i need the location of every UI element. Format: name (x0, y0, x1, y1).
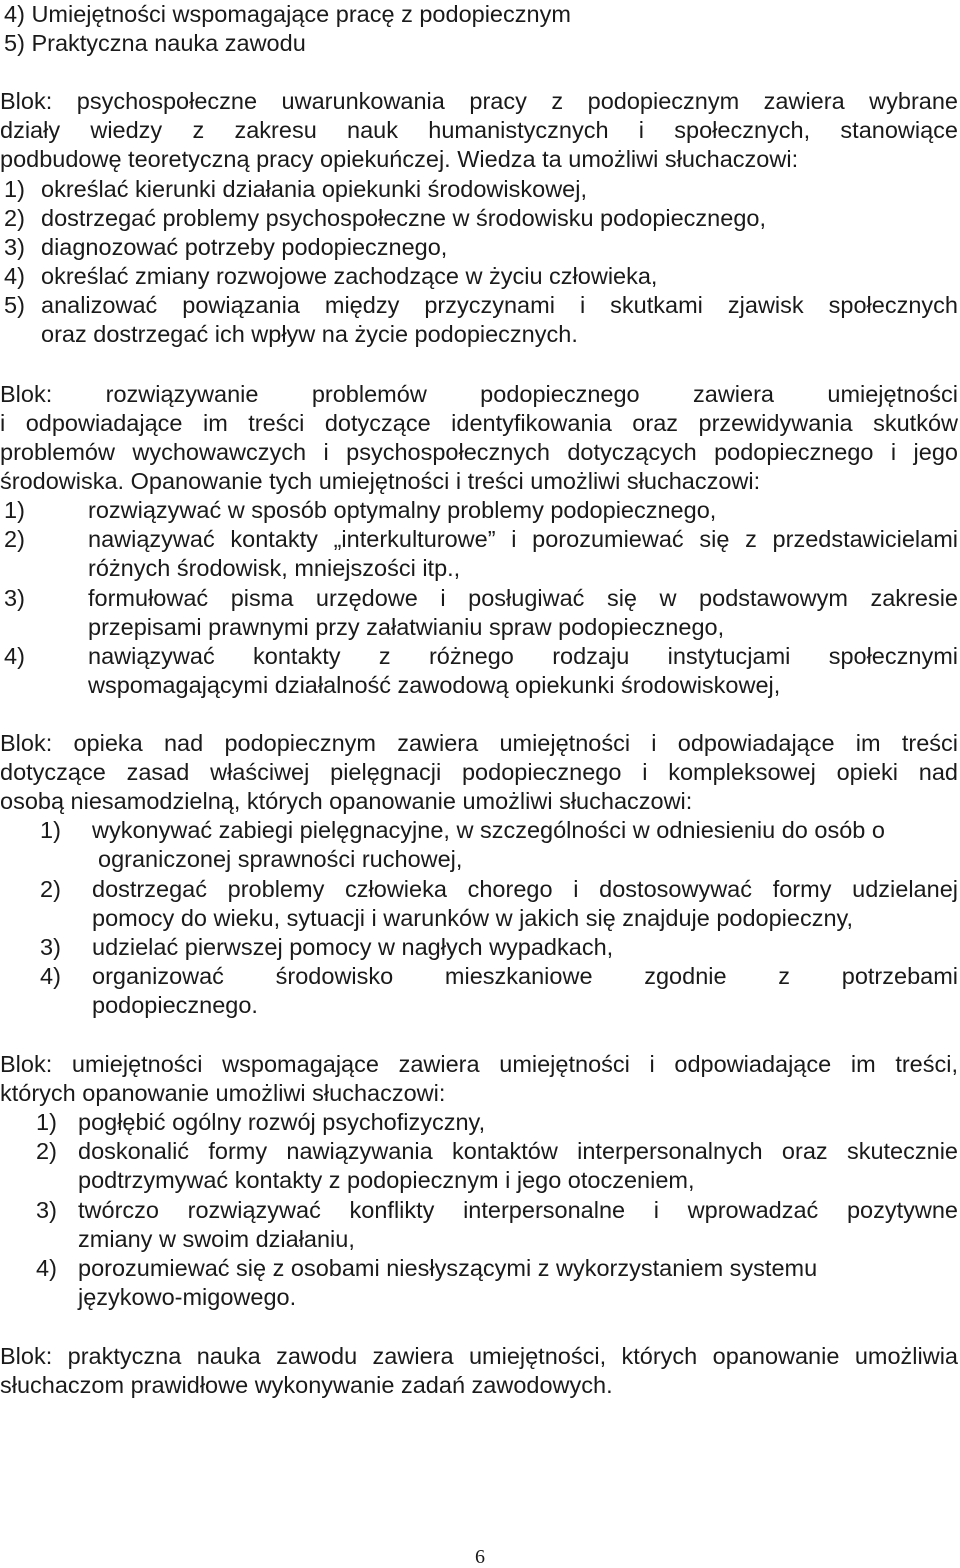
list-item: określać kierunki działania opiekunki środowiskowej, (41, 176, 587, 202)
page-number: 6 (475, 1546, 485, 1568)
list-item: twórczo rozwiązywać konflikty interpersonalne i wprowadzać pozytywne (78, 1197, 958, 1223)
list-item: nawiązywać kontakty z różnego rodzaju instytucjami społecznymi (88, 643, 958, 669)
block3-intro-line: osobą niesamodzielną, których opanowanie umożliwi słuchaczowi: (0, 788, 693, 814)
list-item-continuation: wspomagającymi działalność zawodową opiekunki środowiskowej, (88, 672, 781, 698)
list-item-continuation: przepisami prawnymi przy załatwianiu spraw podopiecznego, (88, 614, 725, 640)
list-item-continuation: różnych środowisk, mniejszości itp., (88, 555, 461, 581)
block3-intro-line: dotyczące zasad właściwej pielęgnacji podopiecznego i kompleksowej opieki nad (0, 759, 958, 785)
list-item-continuation: oraz dostrzegać ich wpływ na życie podopiecznych. (41, 321, 578, 347)
list-item-continuation: zmiany w swoim działaniu, (78, 1226, 355, 1252)
list-num: 4) (40, 963, 61, 989)
list-num: 2) (36, 1138, 57, 1164)
list-item: formułować pisma urzędowe i posługiwać się w podstawowym zakresie (88, 585, 958, 611)
list-item: rozwiązywać w sposób optymalny problemy podopiecznego, (88, 497, 717, 523)
list-num: 1) (4, 497, 25, 523)
list-item-continuation: ograniczonej sprawności ruchowej, (98, 846, 463, 872)
list-item: doskonalić formy nawiązywania kontaktów interpersonalnych oraz skutecznie (78, 1138, 958, 1164)
block5-intro-line: słuchaczom prawidłowe wykonywanie zadań zawodowych. (0, 1372, 613, 1398)
list-num: 4) (4, 643, 25, 669)
list-item: organizować środowisko mieszkaniowe zgodnie z potrzebami (92, 963, 958, 989)
list-item: diagnozować potrzeby podopiecznego, (41, 234, 448, 260)
block2-intro-line: środowiska. Opanowanie tych umiejętności i treści umożliwi słuchaczowi: (0, 468, 761, 494)
list-num: 3) (40, 934, 61, 960)
list-item: udzielać pierwszej pomocy w nagłych wypadkach, (92, 934, 614, 960)
block1-intro-line: podbudowę teoretyczną pracy opiekuńczej. Wiedza ta umożliwi słuchaczowi: (0, 146, 799, 172)
block1-intro-line: Blok: psychospołeczne uwarunkowania pracy z podopiecznym zawiera wybrane (0, 88, 958, 114)
block2-intro-line: Blok: rozwiązywanie problemów podopiecznego zawiera umiejętności (0, 381, 958, 407)
block3-intro-line: Blok: opieka nad podopiecznym zawiera umiejętności i odpowiadające im treści (0, 730, 958, 756)
list-item: 4) Umiejętności wspomagające pracę z podopiecznym (4, 1, 571, 27)
list-item: dostrzegać problemy człowieka chorego i dostosowywać formy udzielanej (92, 876, 958, 902)
list-num: 2) (40, 876, 61, 902)
list-item: dostrzegać problemy psychospołeczne w środowisku podopiecznego, (41, 205, 766, 231)
list-num: 3) (4, 585, 25, 611)
list-num: 4) (36, 1255, 57, 1281)
list-item-continuation: językowo-migowego. (78, 1284, 297, 1310)
list-item: 5) Praktyczna nauka zawodu (4, 30, 306, 56)
list-item: porozumiewać się z osobami niesłyszącymi z wykorzystaniem systemu (78, 1255, 818, 1281)
list-num: 2) (4, 205, 25, 231)
list-item-continuation: pomocy do wieku, sytuacji i warunków w jakich się znajduje podopieczny, (92, 905, 854, 931)
list-num: 3) (36, 1197, 57, 1223)
list-num: 1) (40, 817, 61, 843)
list-num: 1) (4, 176, 25, 202)
list-item: analizować powiązania między przyczynami i skutkami zjawisk społecznych (41, 292, 958, 318)
list-item: wykonywać zabiegi pielęgnacyjne, w szczególności w odniesieniu do osób o (92, 817, 885, 843)
list-item: nawiązywać kontakty „interkulturowe” i porozumiewać się z przedstawicielami (88, 526, 958, 552)
block4-intro-line: których opanowanie umożliwi słuchaczowi: (0, 1080, 446, 1106)
list-num: 5) (4, 292, 25, 318)
list-num: 4) (4, 263, 25, 289)
list-item: pogłębić ogólny rozwój psychofizyczny, (78, 1109, 486, 1135)
list-item: określać zmiany rozwojowe zachodzące w życiu człowieka, (41, 263, 658, 289)
block2-intro-line: problemów wychowawczych i psychospołecznych dotyczących podopiecznego i jego (0, 439, 958, 465)
list-item-continuation: podopiecznego. (92, 992, 258, 1018)
list-num: 2) (4, 526, 25, 552)
block1-intro-line: działy wiedzy z zakresu nauk humanistycznych i społecznych, stanowiące (0, 117, 958, 143)
list-num: 1) (36, 1109, 57, 1135)
block4-intro-line: Blok: umiejętności wspomagające zawiera umiejętności i odpowiadające im treści, (0, 1051, 958, 1077)
list-item-continuation: podtrzymywać kontakty z podopiecznym i jego otoczeniem, (78, 1167, 695, 1193)
block2-intro-line: i odpowiadające im treści dotyczące identyfikowania oraz przewidywania skutków (0, 410, 958, 436)
list-num: 3) (4, 234, 25, 260)
block5-intro-line: Blok: praktyczna nauka zawodu zawiera umiejętności, których opanowanie umożliwia (0, 1343, 958, 1369)
